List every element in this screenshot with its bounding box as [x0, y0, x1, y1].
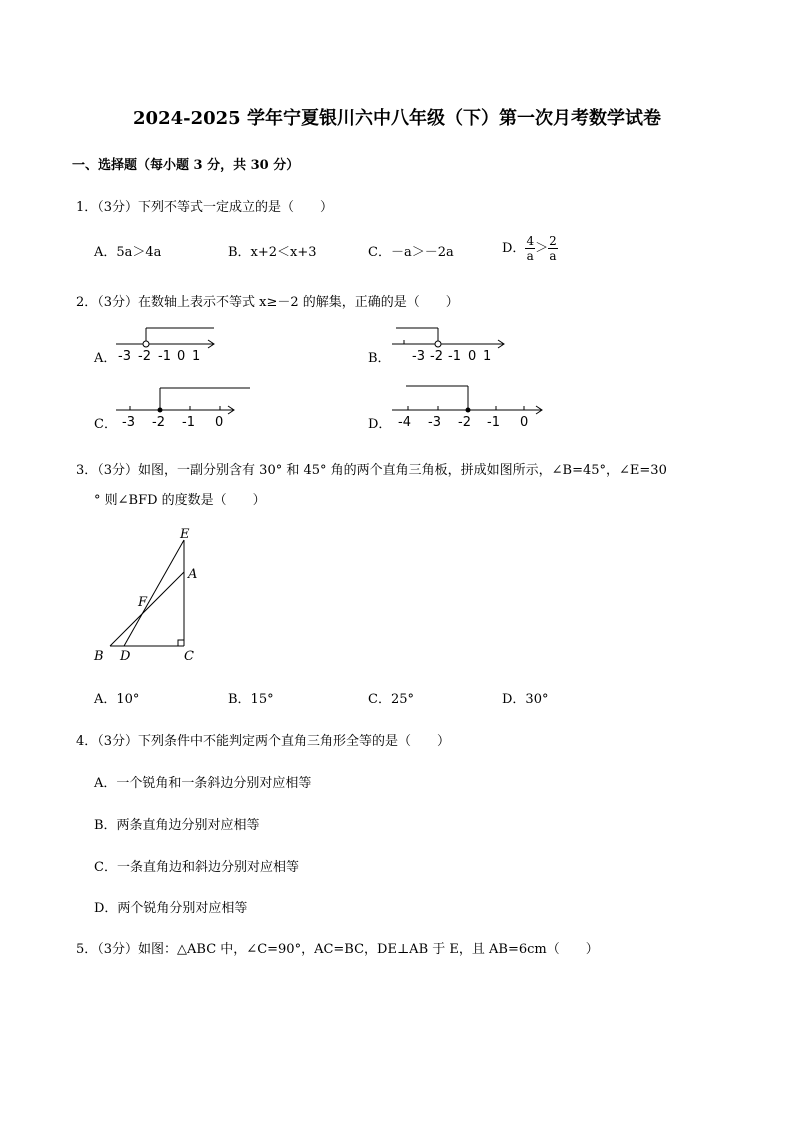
- q2-option-c: C．: [94, 417, 117, 432]
- tick-label: -3: [118, 349, 131, 364]
- fraction-4-over-a: [525, 234, 535, 263]
- number-line-d: [390, 378, 550, 430]
- tick-label: -2: [430, 349, 443, 364]
- q2-option-a: A．: [94, 351, 117, 366]
- question-3-stem-line2: ° 则∠BFD 的度数是（ ）: [94, 493, 266, 508]
- label-e: E: [180, 527, 190, 542]
- q3-option-d: D．30°: [502, 692, 549, 707]
- q3-option-b: B．15°: [228, 692, 274, 707]
- question-5-stem: 5．（3分）如图：△ABC 中，∠C=90°，AC=BC，DE⊥AB 于 E，且 AB=6cm（ ）: [76, 942, 599, 957]
- label-d: D: [120, 649, 131, 664]
- right-angle-mark: [178, 640, 184, 646]
- exam-title: 2024-2025 学年宁夏银川六中八年级（下）第一次月考数学试卷: [133, 108, 661, 129]
- fraction-2-over-a: [548, 234, 558, 263]
- tick-label: -2: [138, 349, 151, 364]
- tick-label: -1: [487, 415, 500, 430]
- label-b: B: [94, 649, 104, 664]
- q2-option-b: B．: [368, 351, 391, 366]
- number-line-a: [114, 324, 224, 364]
- q4-option-d: D．两个锐角分别对应相等: [94, 901, 248, 916]
- tick-label: 0: [468, 349, 477, 364]
- tick-label: 1: [483, 349, 492, 364]
- q3-option-c: C．25°: [368, 692, 414, 707]
- closed-dot: [158, 408, 163, 413]
- q2-option-d: D．: [368, 417, 392, 432]
- q4-option-c: C．一条直角边和斜边分别对应相等: [94, 860, 299, 875]
- q1-option-a: A．5a＞4a: [94, 245, 162, 260]
- fraction-denominator: a: [549, 249, 557, 263]
- open-circle: [143, 341, 149, 347]
- label-c: C: [184, 649, 194, 664]
- tick-label: -3: [412, 349, 425, 364]
- question-4-stem: 4．（3分）下列条件中不能判定两个直角三角形全等的是（ ）: [76, 734, 451, 749]
- q1-option-c: C．－a＞－2a: [368, 245, 454, 260]
- tick-label: -4: [398, 415, 411, 430]
- label-a: A: [188, 567, 198, 582]
- greater-than-sign: ＞: [535, 241, 549, 256]
- section-heading: 一、选择题（每小题 3 分，共 30 分）: [72, 158, 300, 173]
- fraction-denominator: a: [526, 249, 534, 263]
- q4-option-b: B．两条直角边分别对应相等: [94, 818, 260, 833]
- open-circle: [435, 341, 441, 347]
- q3-option-a: A．10°: [94, 692, 140, 707]
- tick-label: -1: [182, 415, 195, 430]
- label-f: F: [138, 595, 148, 610]
- q1-option-d: [502, 234, 558, 263]
- number-line-c: [114, 384, 254, 430]
- number-line-b: [390, 324, 510, 364]
- q1-option-d-prefix: D．: [502, 241, 526, 256]
- question-1-stem: 1．（3分）下列不等式一定成立的是（ ）: [76, 200, 334, 215]
- fraction-numerator: 2: [549, 234, 557, 248]
- tick-label: -1: [158, 349, 171, 364]
- fraction-numerator: 4: [526, 234, 535, 248]
- closed-dot: [466, 408, 471, 413]
- tick-label: -3: [428, 415, 441, 430]
- q1-option-b: B．x+2＜x+3: [228, 245, 317, 260]
- segment-de: [124, 540, 184, 646]
- tick-label: 0: [215, 415, 224, 430]
- tick-label: -3: [122, 415, 135, 430]
- tick-label: -1: [448, 349, 461, 364]
- tick-label: -2: [458, 415, 471, 430]
- tick-label: 0: [520, 415, 529, 430]
- tick-label: 0: [177, 349, 186, 364]
- question-2-stem: 2．（3分）在数轴上表示不等式 x≥－2 的解集，正确的是（ ）: [76, 295, 459, 310]
- tick-label: -2: [152, 415, 165, 430]
- tick-label: 1: [192, 349, 201, 364]
- triangle-figure: [88, 526, 218, 666]
- q4-option-a: A．一个锐角和一条斜边分别对应相等: [94, 776, 312, 791]
- question-3-stem-line1: 3．（3分）如图，一副分别含有 30° 和 45° 角的两个直角三角板，拼成如图所示，∠B=45°，∠E=30: [76, 463, 667, 478]
